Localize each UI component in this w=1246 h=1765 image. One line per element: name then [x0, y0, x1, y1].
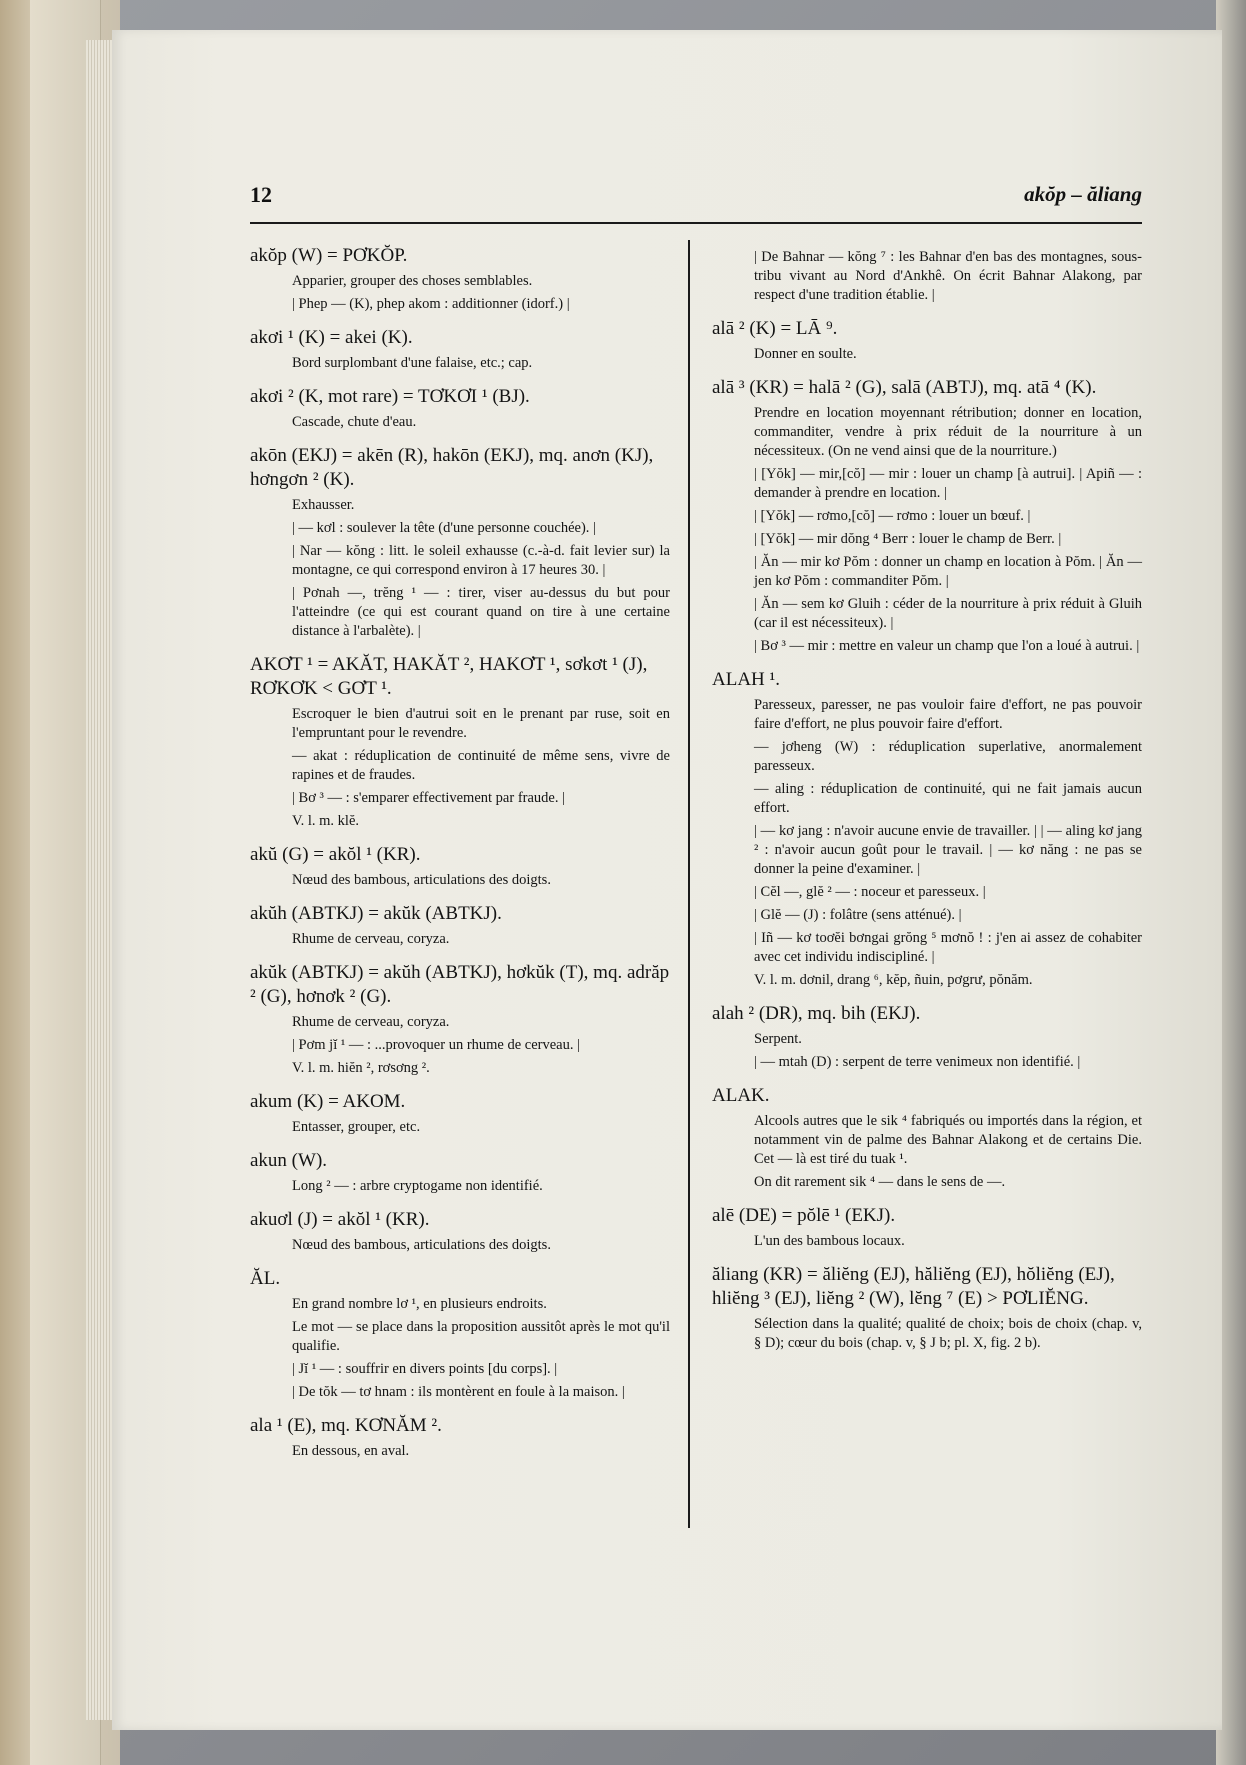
entry-definition: L'un des bambous locaux.	[754, 1233, 905, 1249]
entry-headword: akŭk (ABTKJ) = akŭh (ABTKJ), hơkŭk (T), mq. adrăp ² (G), hơnơk ² (G).	[250, 962, 670, 1007]
entry-definition: Donner en soulte.	[754, 346, 857, 362]
dictionary-entry	[712, 317, 1142, 364]
entry-definition: V. l. m. dơnil, drang ⁶, kĕp, ñuin, pơgrư, pŏnăm.	[754, 972, 1033, 988]
entry-definition: Nœud des bambous, articulations des doigts.	[292, 1237, 551, 1253]
entry-headword: AKƠT ¹ = AKĂT, HAKĂT ², HAKƠT ¹, sơkơt ¹ (J), RƠKƠK < GƠT ¹.	[250, 654, 648, 699]
dictionary-entry	[250, 1414, 670, 1461]
entry-definition: | [Yŏk] — rơmo,[cŏ] — rơmo : louer un bœuf. |	[754, 508, 1031, 524]
entry-definition: Alcools autres que le sik ⁴ fabriqués ou importés dans la région, et notamment vin de palme des Bahnar Alakong et de certains Die. Cet — là est tiré du tuak ¹.	[754, 1113, 1142, 1167]
entry-definition: — jơheng (W) : réduplication superlative, anormalement paresseux.	[754, 739, 1142, 774]
dictionary-entry	[250, 385, 670, 432]
dictionary-entry	[250, 444, 670, 641]
entry-definition: V. l. m. hiĕn ², rơsơng ².	[292, 1060, 430, 1076]
left-column	[250, 244, 670, 1473]
entry-headword: ala ¹ (E), mq. KƠNĂM ².	[250, 1415, 442, 1436]
entry-definition: | Ăn — sem kơ Gluih : céder de la nourriture à prix réduit à Gluih (car il est nécessiteux). |	[754, 596, 1142, 631]
entry-definition: Sélection dans la qualité; qualité de choix; bois de choix (chap. v, § D); cœur du bois (chap. v, § J b; pl. X, fig. 2 b).	[754, 1316, 1142, 1351]
entry-headword: akun (W).	[250, 1150, 328, 1171]
entry-headword: alā ² (K) = LĀ ⁹.	[712, 318, 838, 339]
dictionary-entry	[712, 1204, 1142, 1251]
entry-definition: Long ² — : arbre cryptogame non identifié.	[292, 1178, 543, 1194]
entry-definition: | Bơ ³ — mir : mettre en valeur un champ que l'on a loué à autrui. |	[754, 638, 1140, 654]
dictionary-entry	[250, 1267, 670, 1402]
entry-definition: V. l. m. klĕ.	[292, 813, 359, 829]
entry-definition: Serpent.	[754, 1031, 802, 1047]
entry-definition: | Cĕl —, glĕ ² — : noceur et paresseux. |	[754, 884, 986, 900]
entry-headword: ALAK.	[712, 1085, 770, 1106]
entry-headword: ALAH ¹.	[712, 669, 780, 690]
entry-headword: ăliang (KR) = ăliĕng (EJ), hăliĕng (EJ), hŏliĕng (EJ), hliĕng ³ (EJ), liĕng ² (W), lĕng ⁷ (E) > PƠLIĔNG.	[712, 1264, 1115, 1309]
dictionary-entry	[712, 1263, 1142, 1353]
dictionary-entry	[250, 902, 670, 949]
entry-definition: | Jĭ ¹ — : souffrir en divers points [du corps]. |	[292, 1361, 558, 1377]
entry-definition: | — kơ jang : n'avoir aucune envie de travailler. | | — aling kơ jang ² : n'avoir aucun goût pour le travail. | — kơ năng : ne pas se donner la peine d'examiner. |	[754, 823, 1142, 877]
dictionary-entry	[250, 244, 670, 314]
entry-definition: Paresseux, paresser, ne pas vouloir faire d'effort, ne pas pouvoir faire d'effort, ne plus pouvoir faire d'effort.	[754, 697, 1142, 732]
entry-headword: alē (DE) = pŏlē ¹ (EKJ).	[712, 1205, 896, 1226]
entry-definition: Apparier, grouper des choses semblables.	[292, 273, 533, 289]
page-number: 12	[250, 182, 272, 207]
entry-definition: On dit rarement sik ⁴ — dans le sens de —.	[754, 1174, 1006, 1190]
entry-definition: | De tŏk — tơ hnam : ils montèrent en foule à la maison. |	[292, 1384, 625, 1400]
dictionary-entry	[712, 1084, 1142, 1192]
entry-definition: En dessous, en aval.	[292, 1443, 410, 1459]
entry-definition: | Bơ ³ — : s'emparer effectivement par fraude. |	[292, 790, 566, 806]
dictionary-entry	[250, 961, 670, 1078]
entry-definition: | Pơm jĭ ¹ — : ...provoquer un rhume de cerveau. |	[292, 1037, 581, 1053]
entry-definition: Entasser, grouper, etc.	[292, 1119, 421, 1135]
entry-definition: Bord surplombant d'une falaise, etc.; cap.	[292, 355, 533, 371]
right-column	[712, 244, 1142, 1365]
entry-headword: akōn (EKJ) = akēn (R), hakōn (EKJ), mq. anơn (KJ), hơngơn ² (K).	[250, 445, 654, 490]
dictionary-entry	[250, 843, 670, 890]
entry-definition: | Glĕ — (J) : folâtre (sens atténué). |	[754, 907, 962, 923]
entry-headword: akum (K) = AKOM.	[250, 1091, 406, 1112]
entry-definition: | — mtah (D) : serpent de terre venimeux non identifié. |	[754, 1054, 1081, 1070]
entry-definition: En grand nombre lơ ¹, en plusieurs endroits.	[292, 1296, 547, 1312]
entry-definition: Prendre en location moyennant rétribution; donner en location, commanditer, vendre à prix réduit de la nourriture à un nécessiteux. (On ne vend ainsi que de la nourriture.)	[754, 405, 1142, 459]
entry-headword: alah ² (DR), mq. bih (EKJ).	[712, 1003, 921, 1024]
dictionary-entry	[712, 376, 1142, 656]
entry-definition: Le mot — se place dans la proposition aussitôt après le mot qu'il qualifie.	[292, 1319, 670, 1354]
entry-definition: | Nar — kŏng : litt. le soleil exhausse (c.-à-d. fait levier sur) la montagne, ce qui correspond environ à 17 heures 30. |	[292, 543, 670, 578]
entry-definition: | — kơl : soulever la tête (d'une personne couchée). |	[292, 520, 596, 536]
dictionary-entry	[712, 1002, 1142, 1072]
entry-definition: | Phep — (K), phep akom : additionner (idorf.) |	[292, 296, 570, 312]
entry-definition: — aling : réduplication de continuité, qui ne fait jamais aucun effort.	[754, 781, 1142, 816]
entry-headword: akŭh (ABTKJ) = akŭk (ABTKJ).	[250, 903, 502, 924]
entry-headword: akuơl (J) = akŏl ¹ (KR).	[250, 1209, 430, 1230]
entry-definition: — akat : réduplication de continuité de même sens, vivre de rapines et de fraudes.	[292, 748, 670, 783]
dictionary-entry	[712, 668, 1142, 990]
entry-headword: akơi ² (K, mot rare) = TƠKƠI ¹ (BJ).	[250, 386, 530, 407]
entry-definition: | [Yŏk] — mir,[cŏ] — mir : louer un champ [à autrui]. | Apiñ — : demander à prendre en location. |	[754, 466, 1142, 501]
entry-headword: akŭ (G) = akŏl ¹ (KR).	[250, 844, 421, 865]
entry-definition: | Pơnah —, trĕng ¹ — : tirer, viser au-dessus du but pour l'atteindre (ce qui est courant quand on tire à une certaine distance à l'arbalète). |	[292, 585, 670, 639]
entry-definition: Nœud des bambous, articulations des doigts.	[292, 872, 551, 888]
dictionary-entry	[712, 248, 1142, 305]
running-head: akŏp – ăliang	[1024, 182, 1142, 206]
entry-definition: | [Yŏk] — mir dŏng ⁴ Berr : louer le champ de Berr. |	[754, 531, 1062, 547]
entry-definition: | Ăn — mir kơ Pŏm : donner un champ en location à Pŏm. | Ăn — jen kơ Pŏm : commanditer Pŏm. |	[754, 554, 1142, 589]
entry-definition: Cascade, chute d'eau.	[292, 414, 417, 430]
running-header	[250, 182, 1142, 224]
entry-definition: Escroquer le bien d'autrui soit en le prenant par ruse, soit en l'empruntant pour le revendre.	[292, 706, 670, 741]
dictionary-entry	[250, 326, 670, 373]
entry-definition: Exhausser.	[292, 497, 355, 513]
entry-headword: akŏp (W) = PƠKŎP.	[250, 245, 408, 266]
dictionary-entry	[250, 1208, 670, 1255]
entry-definition: Rhume de cerveau, coryza.	[292, 1014, 450, 1030]
entry-headword: akơi ¹ (K) = akei (K).	[250, 327, 413, 348]
entry-definition: Rhume de cerveau, coryza.	[292, 931, 450, 947]
entry-definition: | De Bahnar — kŏng ⁷ : les Bahnar d'en bas des montagnes, sous-tribu vivant au Nord d'Ankhê. On écrit Bahnar Alakong, par respect d'une tradition établie. |	[754, 249, 1142, 303]
entry-headword: alā ³ (KR) = halā ² (G), salā (ABTJ), mq. atā ⁴ (K).	[712, 377, 1097, 398]
entry-headword: ĂL.	[250, 1268, 281, 1289]
dictionary-entry	[250, 1149, 670, 1196]
dictionary-entry	[250, 1090, 670, 1137]
column-divider	[688, 240, 690, 1528]
entry-definition: | Iñ — kơ toơĕi bơngai grŏng ⁵ mơnŏ ! : j'en ai assez de cohabiter avec cet individu indiscipliné. |	[754, 930, 1142, 965]
dictionary-entry	[250, 653, 670, 831]
